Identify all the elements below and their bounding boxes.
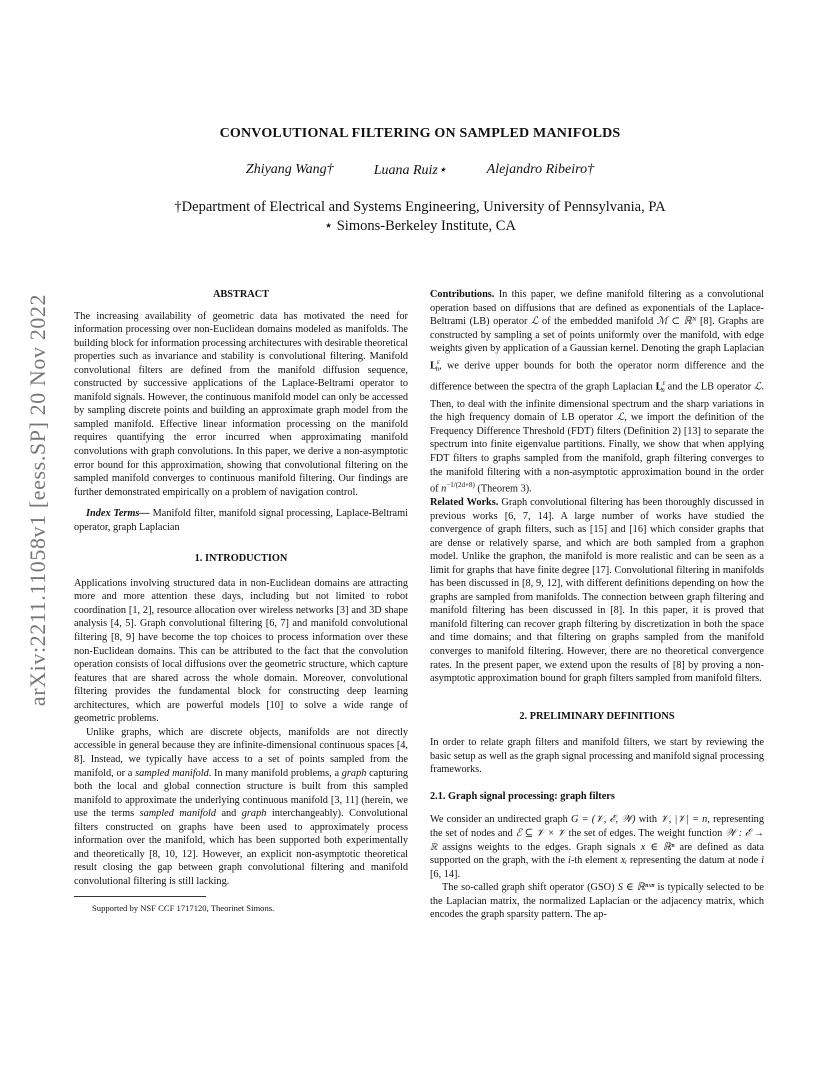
paragraph: The so-called graph shift operator (GSO) S ∈ ℝⁿˣⁿ is typically selected to be the Laplacian matrix, the normalized Laplacian or the adjacency matrix, which encodes the graph sparsity pattern. The ap- bbox=[430, 882, 764, 921]
paragraph: Applications involving structured data in non-Euclidean domains are attracting more and more attention these days, including but not limited to robot coordination [1, 2], resource allocation over wireless networks [3] and 3D shape analysis [4, 5]. Graph convolutional filtering [6, 7] and manifold convolutional filtering [8, 9] have become the top choices to process information over these non-Euclidean domains. This can be attributed to the fact that the convolution operation consists of local diffusions over the geometric structure, which capture features that are shared across the whole domain. Moreover, convolutional filtering provides the fundamental block for constructing deep learning architectures, which are powerful models [10] to solve a wide range of geometric problems. bbox=[74, 577, 408, 725]
right-column bbox=[430, 288, 764, 922]
index-terms bbox=[74, 507, 408, 534]
related-works-paragraph: Related Works. Graph convolutional filtering has been thoroughly discussed in previous works [6, 7, 14]. A large number of works have studied the convergence of graph filters, such as [15] and [16] which consider graphs that are dense or relatively sparse, and which are both sampled from a graphon model. Unlike the graphon, the manifold is more realistic and can be seen as a limit for graphs that have finite degree [17]. Convolutional filtering in manifolds has been discussed in [8, 9, 12], with different definitions depending on how the graphs are sampled from manifolds. The connection between graph filtering and manifold filtering has been discussed in [8]. In this paper, it is proved that manifold filtering can recover graph filtering by discretization in both the space and time domains; and that filtering on graphs sampled from the manifold converges to manifold filtering. However, there are no theoretical convergence rates. In the present paper, we extend upon the results of [8] by proving a non-asymptotic approximation bound for graph filters sampled from manifold filters. bbox=[430, 497, 765, 685]
arxiv-id: arXiv:2211.11058v1 [eess.SP] 20 Nov 2022 bbox=[25, 293, 50, 707]
author-list bbox=[74, 162, 766, 179]
left-column bbox=[74, 288, 408, 916]
section-heading: 1. INTRODUCTION bbox=[194, 553, 288, 565]
subsection-heading: 2.1. Graph signal processing: graph filters bbox=[430, 790, 615, 802]
arxiv-stamp bbox=[18, 280, 58, 720]
contributions-label: Contributions. bbox=[430, 289, 495, 300]
abstract-heading: ABSTRACT bbox=[212, 289, 270, 300]
footnote: Supported by NSF CCF 1717120, Theorinet Simons. bbox=[92, 903, 275, 914]
author: Alejandro Ribeiro† bbox=[486, 162, 595, 177]
index-terms-label: Index Terms— bbox=[86, 508, 150, 520]
abstract-text: The increasing availability of geometric data has motivated the need for information processing over non-Euclidean domains modeled as manifolds. The building block for information processing architectures with desirable theoretical properties such as invariance and stability is convolutional filtering. Manifold convolutional filters are defined from the manifold diffusion sequence, constructed by successive applications of the Laplace-Beltrami operator to manifold signals. However, the continuous manifold model can only be accessed by sampling discrete points and building an approximate graph model from the sampled manifold. Effective linear information processing on the manifold requires quantifying the error incurred when approximating manifold convolutions with graph convolutions. In this paper, we derive a non-asymptotic error bound for this approximation, showing that convolutional filtering on the sampled manifold converges to continuous manifold filtering. Our findings are further demonstrated empirically on a problem of navigation control. bbox=[74, 310, 408, 498]
affiliation: †Department of Electrical and Systems Engineering, University of Pennsylvania, PA bbox=[174, 199, 666, 215]
index-terms-text: Manifold filter, manifold signal processing, Laplace-Beltrami operator, graph Laplacian bbox=[74, 508, 408, 533]
paragraph: Unlike graphs, which are discrete objects, manifolds are not directly accessible in general because they are infinite-dimensional continuous spaces [4, 8]. Instead, we typically have access to a set of points sampled from the manifold, or a sampled manifold. In many manifold problems, a graph capturing both the local and global connection structure is built from this sampled manifold to approximate the underlying continuous manifold [3, 11] (herein, we use the terms sampled manifold and graph interchangeably). Convolutional filters constructed on graphs have been used to approximately process information over the manifold, which has been supported both experimentally and theoretically [8, 10, 12]. However, an explicit non-asymptotic theoretical result closing the gap between graph convolutional filtering and manifold convolutional filtering is still lacking. bbox=[74, 726, 409, 887]
author: Zhiyang Wang† bbox=[245, 162, 334, 177]
author: Luana Ruiz⋆ bbox=[373, 163, 447, 178]
affiliation: ⋆ Simons-Berkeley Institute, CA bbox=[324, 218, 516, 234]
section-heading: 2. PRELIMINARY DEFINITIONS bbox=[519, 710, 675, 722]
paragraph: We consider an undirected graph G = (𝒱, ℰ, 𝒲) with 𝒱, |𝒱| = n, representing the set of nodes and ℰ ⊆ 𝒱 × 𝒱 the set of edges. The weight function 𝒲 : ℰ → ℝ assigns weights to the edges. Graph signals x ∈ ℝⁿ are defined as data supported on the graph, with the i-th element xᵢ representing the datum at node i [6, 14]. bbox=[430, 814, 765, 880]
paper-title: CONVOLUTIONAL FILTERING ON SAMPLED MANIFOLDS bbox=[219, 126, 621, 141]
paragraph: In order to relate graph filters and manifold filters, we start by reviewing the basic setup as well as the graph signal processing and manifold signal processing frameworks. bbox=[430, 737, 765, 776]
contributions-paragraph: Contributions. In this paper, we define manifold filtering as a convolutional operation based on diffusions that are defined as exponentials of the Laplace-Beltrami (LB) operator ℒ of the embedded manifold ℳ ⊂ ℝᴺ [8]. Graphs are constructed by sampling a set of points uniformly over the manifold, with edge weights given by application of a Gaussian kernel. Denoting the graph Laplacian $L^\varepsilon_n$, we derive upper bounds for both the operator norm difference and the difference between the spectra of the graph Laplacian $L^\varepsilon_n$ and the LB operator ℒ. Then, to deal with the infinite dimensional spectrum and the sharp variations in the high frequency domain of LB operator ℒ, we import the definition of the Frequency Difference Threshold (FDT) filters (Definition 2) [13] to separate the spectrum into finite eigenvalue partitions. Finally, we show that when applying FDT filters to graphs sampled from the manifold, graph filtering converges to the manifold filtering with a non-asymptotic approximation bound in the order of $n^{-1/(2d+8)}$ (Theorem 3). bbox=[430, 289, 765, 495]
related-works-label: Related Works. bbox=[430, 497, 499, 509]
affiliations bbox=[74, 198, 766, 236]
